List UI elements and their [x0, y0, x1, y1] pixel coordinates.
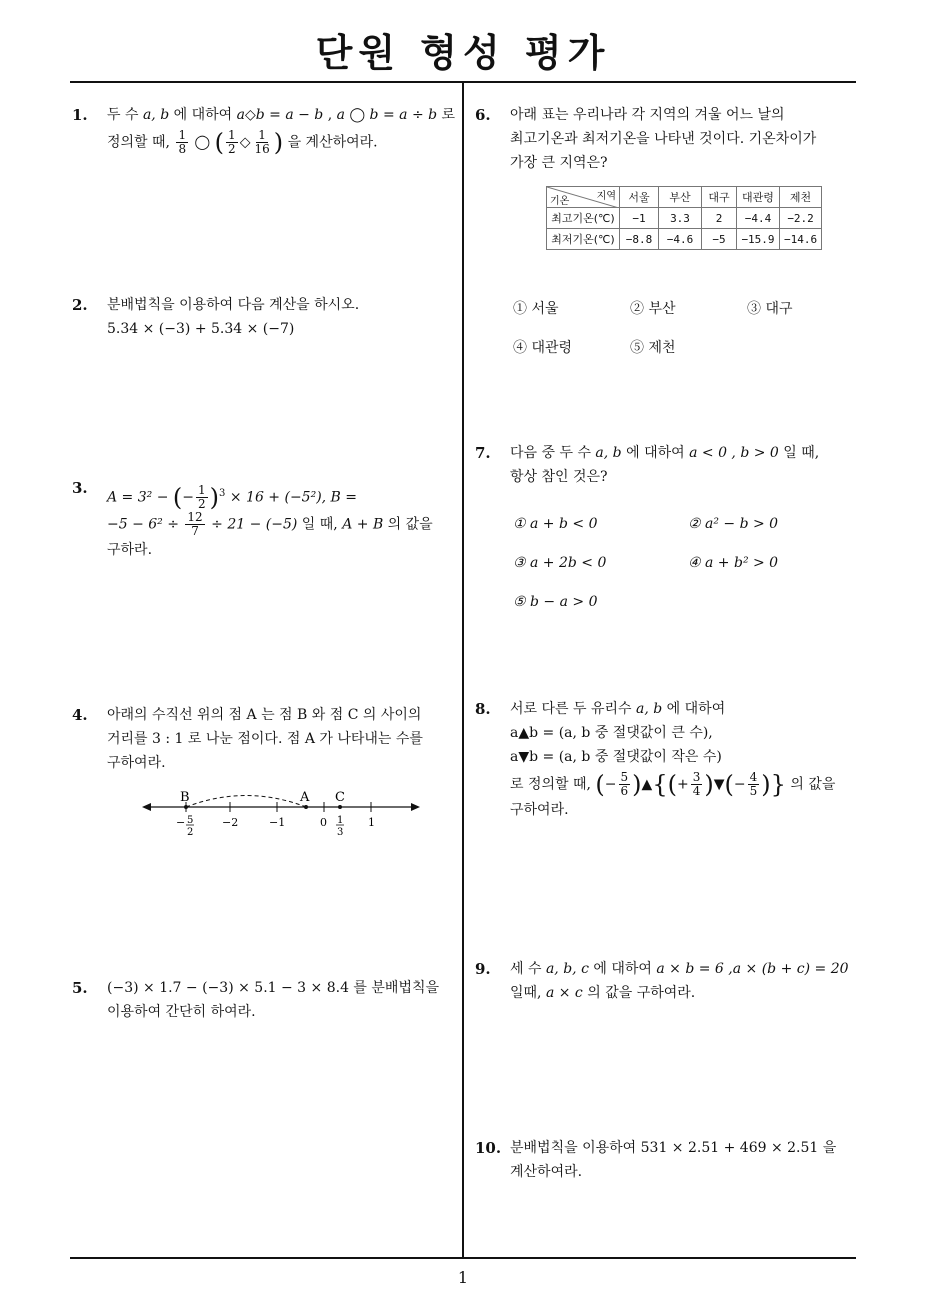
text: 의 값을 [383, 516, 433, 533]
circle-operator: ◯ [194, 134, 211, 151]
question-text: 항상 참인 것은? [510, 469, 608, 485]
point-b [184, 805, 188, 809]
question-1 [72, 103, 457, 156]
tick-label: 0 [320, 816, 327, 829]
question-text: 구하여라. [510, 802, 569, 818]
definition-line: a▼b = (a, b 중 절댓값이 작은 수) [510, 749, 722, 765]
question-number: 7. [475, 444, 491, 462]
question-number: 4. [72, 706, 88, 724]
page-number: 1 [457, 1268, 469, 1287]
math: a × c [545, 985, 583, 1001]
text: , [323, 107, 337, 123]
text: 을 [818, 1140, 837, 1156]
math: a, b, c [545, 961, 589, 977]
question-text: 이용하여 간단히 하여라. [107, 1004, 256, 1020]
table-header-cell: 대관령 [737, 187, 780, 208]
table-cell: −2.2 [780, 208, 822, 229]
brace: { [652, 770, 668, 799]
text: 분배법칙을 이용하여 [510, 1140, 641, 1156]
text: 세 수 [510, 961, 546, 977]
brace: } [770, 770, 786, 799]
paren: ) [273, 128, 284, 157]
math: −5 − 6² ÷ [107, 516, 184, 533]
table-header-row [547, 187, 822, 208]
math: A = 3² − [107, 489, 173, 506]
paren: ) [761, 770, 771, 799]
tick-label: 5 [187, 815, 194, 826]
question-text [510, 957, 855, 981]
fraction: $\frac{5}{6}$ [620, 770, 629, 798]
temperature-table [546, 186, 822, 250]
text: 에 대하여 [662, 701, 726, 717]
page-title: 단원 형성 평가 [315, 31, 611, 75]
math: a, b [636, 701, 663, 717]
question-7 [475, 441, 855, 489]
point-c [338, 805, 342, 809]
math: × 16 + (−5²), B = [225, 489, 358, 506]
question-number: 10. [475, 1139, 502, 1157]
bottom-rule [70, 1257, 856, 1259]
triangle-down-icon: ▼ [713, 776, 725, 793]
question-text: 아래 표는 우리나라 각 지역의 겨울 어느 날의 [510, 107, 785, 123]
option-4[interactable]: ④ 대관령 [513, 340, 573, 356]
table-cell: −4.6 [659, 229, 702, 250]
question-6 [475, 103, 855, 175]
dashed-arc [186, 796, 306, 808]
fraction: $\frac{1}{2}$ [198, 483, 206, 512]
text: 두 수 [107, 107, 143, 123]
math: a ◯ b = a ÷ b [336, 107, 438, 123]
fraction: $\frac{1}{2}$ [228, 128, 236, 156]
table-cell: −4.4 [737, 208, 780, 229]
question-number: 6. [475, 106, 491, 124]
fraction: $\frac{1}{16}$ [254, 128, 270, 156]
math: ÷ 21 − (−5) [206, 516, 298, 533]
question-text: 분배법칙을 이용하여 다음 계산을 하시오. [107, 297, 360, 313]
table-row-label: 최고기온(℃) [547, 208, 620, 229]
tick-label: − [176, 816, 186, 829]
question-text: 거리를 3 : 1 로 나눈 점이다. 점 A 가 나타내는 수를 [107, 731, 423, 747]
option-2[interactable]: ② a² − b > 0 [688, 516, 779, 532]
table-cell: −1 [620, 208, 659, 229]
tick-label: −2 [222, 816, 239, 829]
tick-label: 2 [187, 827, 194, 838]
column-divider [462, 83, 464, 1259]
math: (−3) × 1.7 − (−3) × 5.1 − 3 × 8.4 [107, 980, 349, 996]
diamond-operator: ◇ [239, 134, 251, 151]
paren: ( [724, 770, 734, 799]
question-3 [72, 476, 457, 562]
text: 정의할 때, [107, 134, 175, 151]
question-number: 8. [475, 700, 491, 718]
table-cell: −5 [702, 229, 737, 250]
question-text: 가장 큰 지역은? [510, 155, 608, 171]
fraction: $\frac{12}{7}$ [187, 510, 203, 539]
question-expression [107, 129, 457, 156]
paren: ( [214, 128, 225, 157]
label-a: A [300, 790, 310, 805]
question-expression: A = 3² − (− $\frac{1}{2}$ )$^3$ × 16 + (−5²), B = [107, 483, 358, 512]
paren: ) [632, 770, 642, 799]
text: 의 값을 구하여라. [582, 985, 696, 1001]
question-text [510, 697, 855, 721]
question-expression [107, 511, 457, 538]
table-cell: 3.3 [659, 208, 702, 229]
table-cell: −14.6 [780, 229, 822, 250]
text: 에 대하여 [621, 445, 690, 461]
table-corner-cell [547, 187, 620, 208]
triangle-up-icon: ▲ [641, 776, 653, 793]
question-number: 1. [72, 106, 88, 124]
question-text [107, 976, 457, 1000]
math: a × b = 6 ,a × (b + c) = 20 [656, 961, 849, 977]
text: 에 대하여 [169, 107, 237, 123]
option-1[interactable]: ① 서울 [513, 301, 559, 317]
question-number: 9. [475, 960, 491, 978]
right-arrow-icon [411, 803, 420, 811]
text: 일때, [510, 985, 546, 1001]
number-line [140, 788, 430, 844]
table-header-cell: 대구 [702, 187, 737, 208]
paren: ( [172, 483, 183, 512]
question-text: 구하라. [107, 542, 153, 559]
paren: ) [704, 770, 714, 799]
table-header-cell: 제천 [780, 187, 822, 208]
question-expression: 로 정의할 때, (− $\frac{5}{6}$ )▲{(+ $\frac{3}{4}$ )▼(− $\frac{4}{5}$ )} 의 값을 [510, 770, 836, 799]
question-5 [72, 976, 457, 1024]
table-row [547, 208, 822, 229]
table-cell: −8.8 [620, 229, 659, 250]
text: 일 때, [297, 516, 343, 533]
option-3[interactable]: ③ 대구 [747, 301, 793, 317]
tick-label: 1 [368, 816, 375, 829]
label-c: C [335, 790, 345, 805]
question-text [107, 103, 457, 127]
table-row [547, 229, 822, 250]
question-8 [475, 697, 855, 822]
label-b: B [180, 790, 190, 805]
text: 의 값을 [785, 776, 836, 793]
definition-line: a▲b = (a, b 중 절댓값이 큰 수), [510, 725, 713, 741]
option-5[interactable]: ⑤ 제천 [630, 340, 676, 356]
option-4[interactable]: ④ a + b² > 0 [688, 555, 779, 571]
question-2 [72, 293, 457, 341]
text: 일 때, [778, 445, 820, 461]
question-10 [475, 1136, 855, 1184]
question-number: 5. [72, 979, 88, 997]
question-expression: 5.34 × (−3) + 5.34 × (−7) [107, 321, 295, 337]
paren: ) [209, 483, 220, 512]
text: 서로 다른 두 유리수 [510, 701, 636, 717]
option-5[interactable]: ⑤ b − a > 0 [513, 594, 598, 610]
left-arrow-icon [142, 803, 151, 811]
math: 531 × 2.51 + 469 × 2.51 [640, 1140, 819, 1156]
question-text: 계산하여라. [510, 1164, 583, 1180]
text: 로 [437, 107, 456, 123]
math: a, b [142, 107, 170, 123]
question-text: 구하여라. [107, 755, 166, 771]
math: A + B [342, 516, 384, 533]
answer-options [513, 298, 853, 365]
paren: ( [595, 770, 605, 799]
option-3[interactable]: ③ a + 2b < 0 [513, 555, 607, 571]
option-2[interactable]: ② 부산 [630, 301, 676, 317]
table-cell: −15.9 [737, 229, 780, 250]
text: 로 정의할 때, [510, 776, 596, 793]
table-header-cell: 서울 [620, 187, 659, 208]
corner-top-label: 지역 [596, 191, 616, 202]
question-number: 3. [72, 479, 88, 497]
text: 을 계산하여라. [287, 134, 378, 151]
question-text [510, 1136, 855, 1160]
question-text [510, 981, 855, 1005]
question-9 [475, 957, 855, 1005]
question-text: 아래의 수직선 위의 점 A 는 점 B 와 점 C 의 사이의 [107, 707, 422, 723]
text: 를 분배법칙을 [348, 980, 440, 996]
text: 다음 중 두 수 [510, 445, 596, 461]
tick-label: 3 [337, 827, 344, 838]
paren: ( [667, 770, 677, 799]
table-row-label: 최저기온(℃) [547, 229, 620, 250]
math: a < 0 , b > 0 [689, 445, 779, 461]
question-text [510, 441, 855, 465]
math: a◇b = a − b [236, 107, 324, 123]
option-1[interactable]: ① a + b < 0 [513, 516, 598, 532]
text: 에 대하여 [588, 961, 657, 977]
question-text: 최고기온과 최저기온을 나타낸 것이다. 기온차이가 [510, 131, 817, 147]
corner-bottom-label: 기온 [550, 196, 570, 207]
table-cell: 2 [702, 208, 737, 229]
question-4 [72, 703, 457, 775]
fraction: $\frac{1}{8}$ [178, 128, 187, 156]
table-header-cell: 부산 [659, 187, 702, 208]
point-a [304, 805, 308, 809]
tick-label: 1 [337, 815, 344, 826]
answer-options [513, 516, 853, 622]
tick-label: −1 [269, 816, 286, 829]
fraction: $\frac{4}{5}$ [749, 770, 758, 798]
math: a, b [595, 445, 622, 461]
question-number: 2. [72, 296, 88, 314]
fraction: $\frac{3}{4}$ [692, 770, 701, 798]
